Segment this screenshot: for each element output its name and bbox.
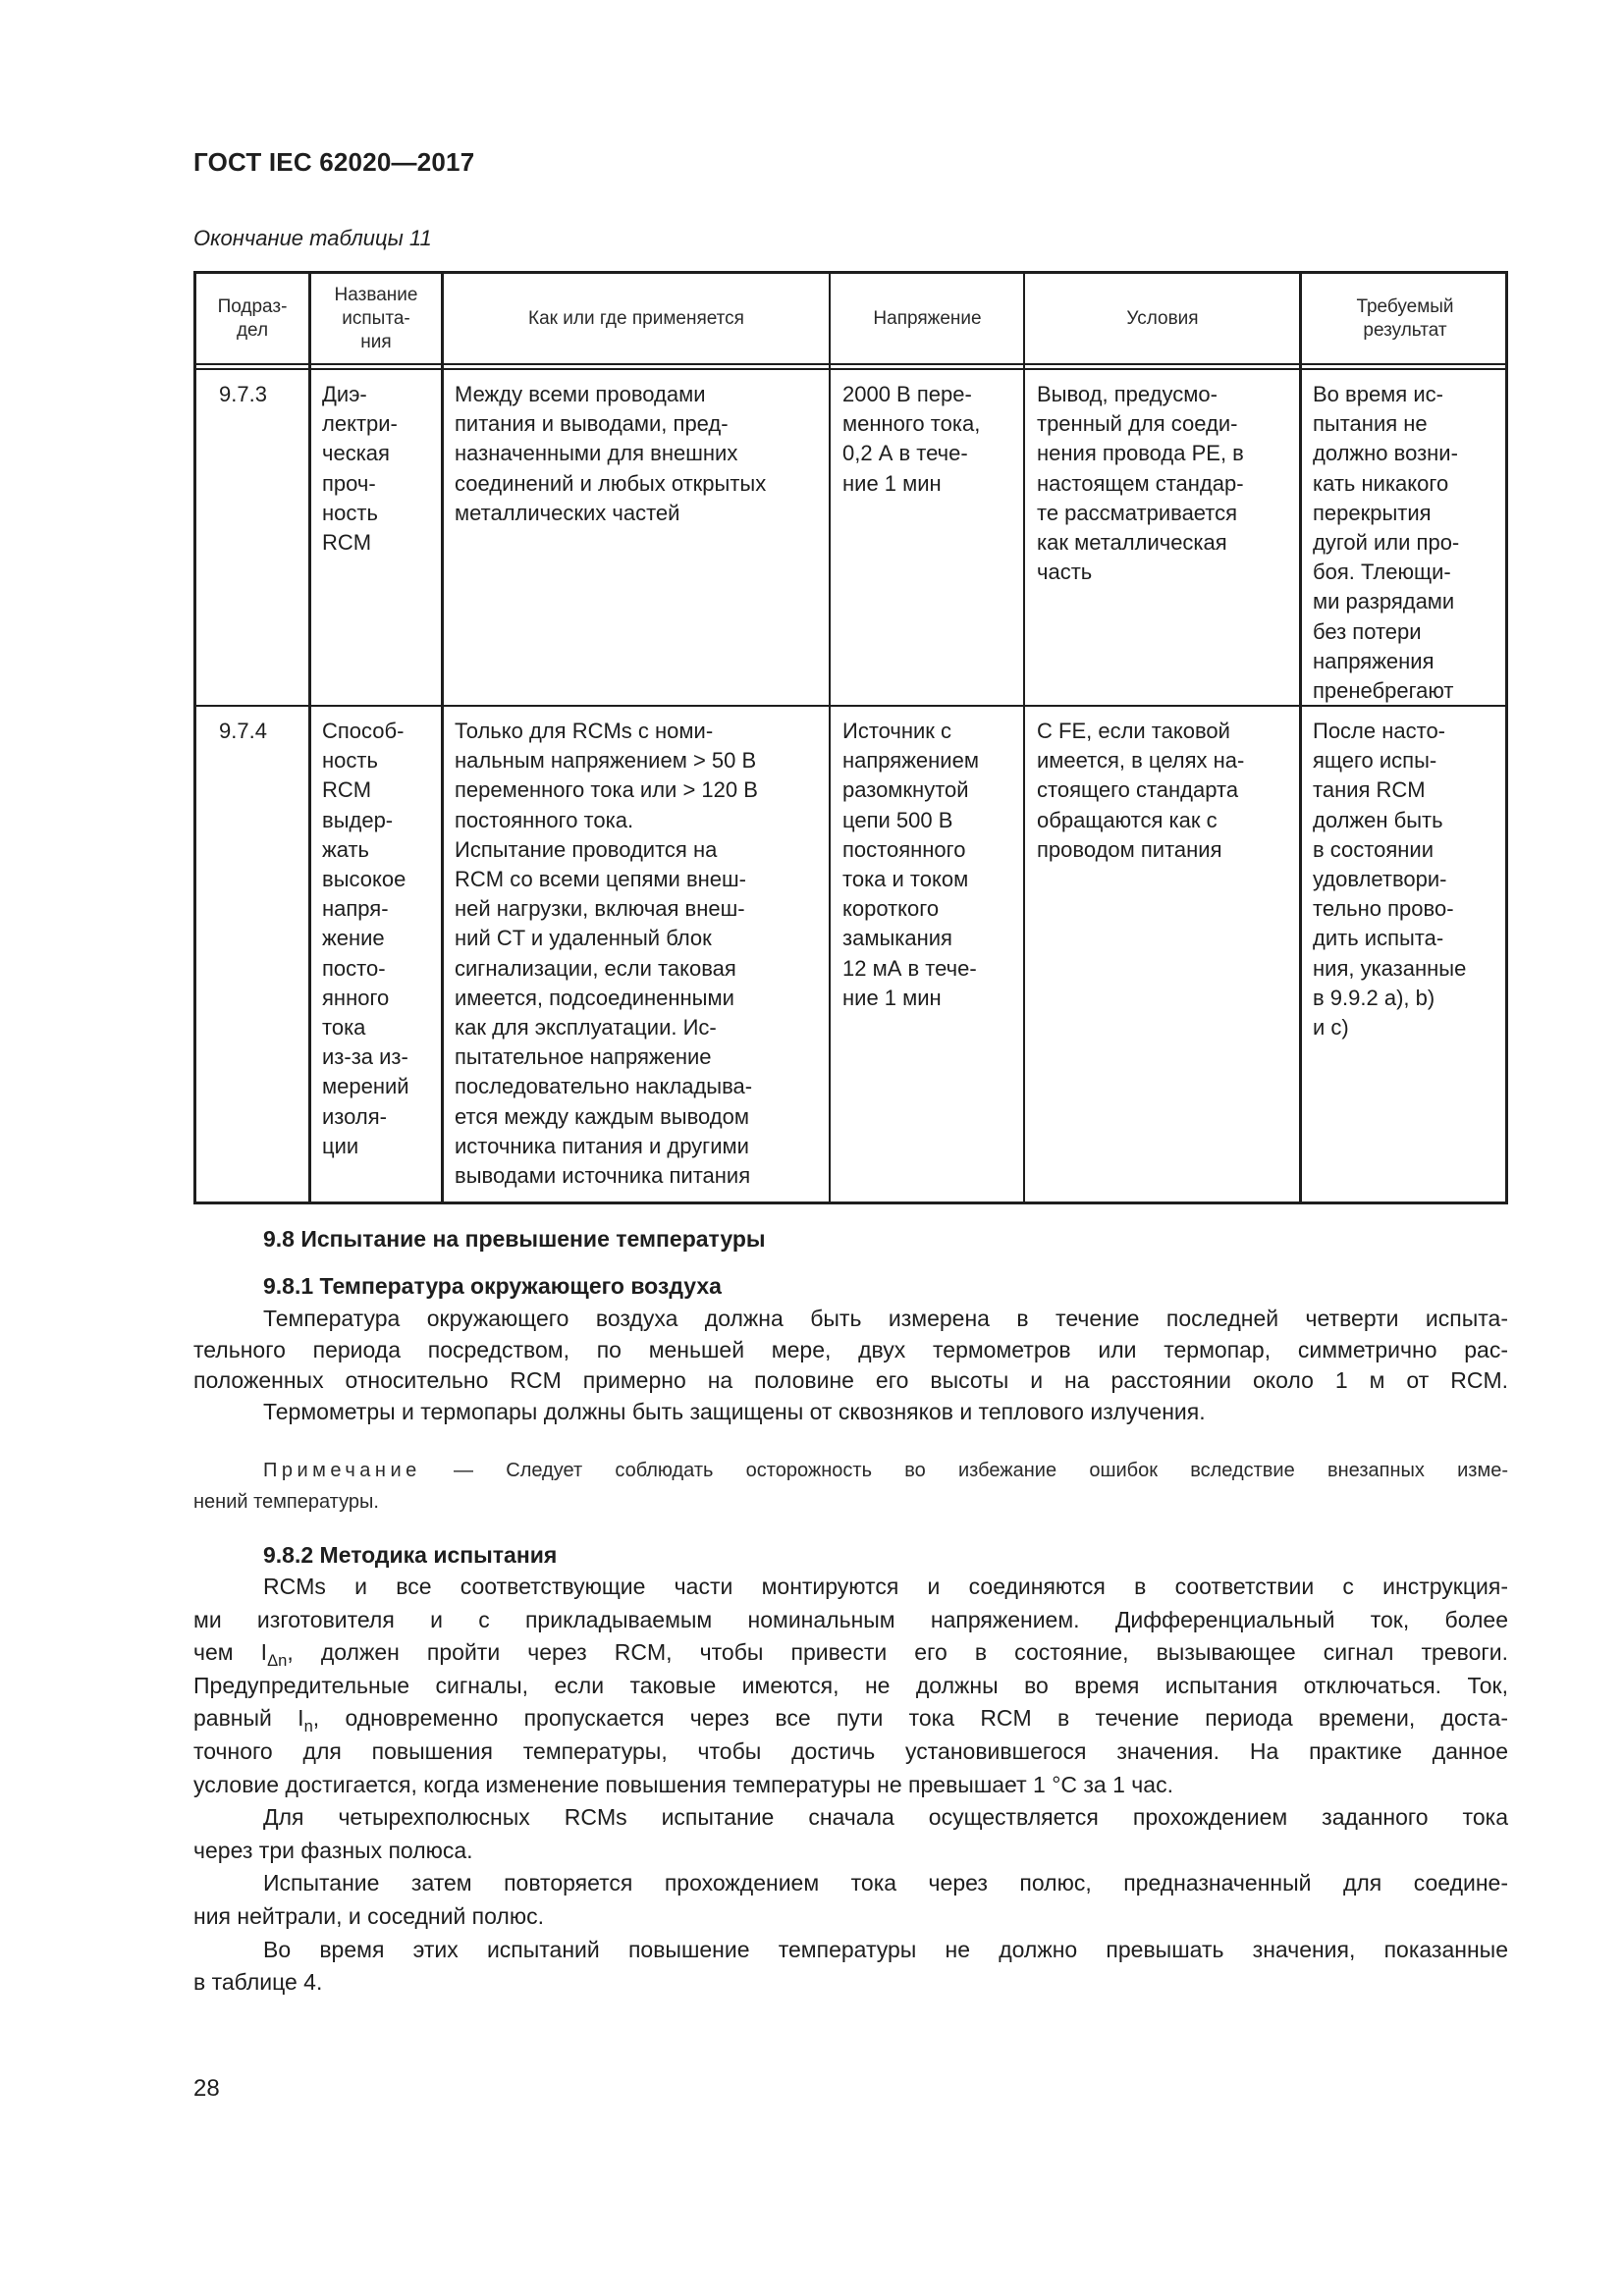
paragraph-line [193,1607,1508,1633]
table-cell-line: и с) [1313,1015,1349,1041]
table-cell-line: ящего испы- [1313,748,1437,774]
table-cell-line: выдер- [322,807,394,832]
text-run: чем I [193,1639,268,1666]
table-cell-line: Способ- [322,719,405,743]
table-header-text [528,307,744,331]
table-cell-line: Диэ- [322,382,367,406]
table-header-rule [193,363,1508,365]
section-heading-9-8-1: 9.8.1 Температура окружающего воздуха [263,1273,722,1299]
text-run: ния нейтрали, и соседний полюс. [193,1903,544,1929]
table-header-text [335,284,418,354]
paragraph-line [193,1673,1508,1699]
note-line [193,1460,1508,1482]
table-cell-line: 9.7.4 [219,719,267,743]
table-cell-line: Источник с [842,719,952,743]
table-cell-line: источника питания и другими [455,1133,749,1158]
table-cell-line: RCM [322,777,372,803]
table-header-voltage [832,274,1023,363]
table-cell-line: янного [322,985,390,1010]
table-cell-line: должно возни- [1313,441,1458,466]
table-border-right [1505,271,1508,1204]
table-cell-line: ность [322,500,378,525]
table-cell-line: переменного тока или > 120 В [455,777,758,803]
table-cell-line: металлических частей [455,500,680,525]
table-col-divider [1023,271,1025,1204]
paragraph-line [193,1337,1508,1363]
table-cell-voltage [842,717,979,1013]
table-header-line: Как или где применяется [528,307,744,329]
table-header-line: Условия [1126,307,1199,329]
table-cell-line: тренный для соеди- [1037,411,1238,437]
text-run: через три фазных полюса. [193,1837,473,1863]
table-cell-line: тельно прово- [1313,896,1454,922]
table-cell-line: Испытание проводится на [455,836,718,862]
document-title: ГОСТ IEC 62020—2017 [193,147,475,177]
table-cell-line: назначенными для внешних [455,441,738,466]
subscript: Δn [267,1650,288,1670]
table-header-line: результат [1363,319,1447,341]
text-run: тельного периода посредством, по меньшей мере, двух термометров или термопар, симметрично рас- [193,1336,1508,1362]
table-header-subsection [196,274,308,363]
text-run: , одновременно пропускается через все пути тока RCM в течение периода времени, доста- [312,1705,1508,1732]
text-run: Во время этих испытаний повышение температуры не должно превышать значения, показанные [263,1936,1508,1962]
table-cell-line: цепи 500 В [842,807,953,832]
table-cell-line: сигнализации, если таковая [455,955,736,981]
table-header-text [1356,295,1453,343]
table-header-line: Напряжение [873,307,982,329]
table-header-line: Подраз- [217,295,288,317]
section-heading-9-8: 9.8 Испытание на превышение температуры [263,1226,766,1252]
table-cell-line: часть [1037,560,1093,585]
table-cell-line: последовательно накладыва- [455,1074,753,1099]
table-header-required-result [1302,274,1508,363]
table-cell-line: имеется, в целях на- [1037,748,1245,774]
table-cell-line: ность [322,748,378,774]
table-cell-line: посто- [322,955,386,981]
text-run: ми изготовителя и с прикладываемым номинальным напряжением. Дифференциальный ток, более [193,1606,1508,1632]
table-cell-line: те рассматривается [1037,500,1238,525]
table-col-divider [308,271,311,1204]
table-cell-line: жать [322,836,370,862]
table-cell-line: из-за из- [322,1044,408,1070]
paragraph-line [193,1804,1508,1831]
table-cell-voltage [842,380,980,499]
table-col-divider [829,271,831,1204]
paragraph-line [193,1399,1508,1425]
note-dash: — [420,1460,507,1481]
table-header-line: Название [334,284,418,305]
table-cell-line: жение [322,926,385,951]
table-cell-line: нальным напряжением > 50 В [455,748,757,774]
table-cell-line: как металлическая [1037,530,1227,556]
text-run: RCMs и все соответствующие части монтируются и соединяются в соответствии с инструкция- [263,1574,1508,1599]
paragraph-line [193,1367,1508,1394]
table-cell-line: разомкнутой [842,777,969,803]
table-cell-line: менного тока, [842,411,981,437]
table-cell-line: ний CT и удаленный блок [455,926,712,951]
table-cell-line: проч- [322,470,376,496]
paragraph-line [193,1838,1508,1864]
table-header-text [1126,307,1198,331]
table-cell-line: ние 1 мин [842,985,942,1010]
text-run: равный I [193,1705,304,1732]
page-number: 28 [193,2075,220,2102]
text-run: точного для повышения температуры, чтобы достичь установившегося значения. На практике данное [193,1738,1508,1764]
paragraph-line [193,1574,1508,1600]
table-cell-line: пытания не [1313,411,1428,437]
table-header-text [218,295,288,343]
text-run: Предупредительные сигналы, если таковые имеются, не должны во время испытания отключаться. Ток, [193,1672,1508,1698]
table-cell-line: в 9.9.2 а), b) [1313,985,1435,1010]
table-cell-test-name [322,380,398,558]
table-cell-application [455,380,766,528]
table-cell-line: выводами источника питания [455,1163,751,1189]
table-cell-line: пренебрегают [1313,678,1454,704]
text-run: положенных относительно RCM примерно на половине его высоты и на расстоянии около 1 м от RCM. [193,1367,1508,1393]
table-cell-line: ции [322,1133,359,1158]
note-line-continuation: нений температуры. [193,1491,379,1513]
paragraph-line [193,1306,1508,1332]
text-run: Для четырехполюсных RCMs испытание сначала осуществляется прохождением заданного тока [263,1804,1508,1831]
table-cell-subsection [219,380,267,409]
table-cell-line: питания и выводами, пред- [455,411,729,437]
table-border-left [193,271,196,1204]
text-run: Температура окружающего воздуха должна быть измерена в течение последней четверти испыта- [263,1306,1508,1331]
table-col-divider [441,271,444,1204]
table-cell-line: ется между каждым выводом [455,1103,749,1129]
table-cell-line: Вывод, предусмо- [1037,382,1218,406]
table-header-line: испыта- [342,307,410,329]
table-cell-line: напряжением [842,748,979,774]
table-cell-line: 2000 В пере- [842,382,972,406]
table-cell-line: ней нагрузки, включая внеш- [455,896,745,922]
table-cell-line: RCM [322,530,372,556]
table-row-divider [193,705,1508,707]
table-cell-line: настоящем стандар- [1037,470,1244,496]
table-cell-line: нения провода PE, в [1037,441,1244,466]
table-col-divider [1299,271,1302,1204]
table-cell-line: лектри- [322,411,398,437]
section-heading-9-8-2: 9.8.2 Методика испытания [263,1542,558,1568]
table-cell-line: ния, указанные [1313,955,1467,981]
text-run: Испытание затем повторяется прохождением тока через полюс, предназначенный для соедине- [263,1870,1508,1896]
note-text: Следует соблюдать осторожность во избежание ошибок вследствие внезапных изме- [506,1460,1508,1481]
table-cell-line: RCM со всеми цепями внеш- [455,867,746,892]
table-cell-line: тания RCM [1313,777,1426,803]
text-run: условие достигается, когда изменение повышения температуры не превышает 1 °С за 1 час. [193,1771,1173,1797]
table-cell-line: стоящего стандарта [1037,777,1239,803]
table-cell-line: постоянного тока. [455,807,634,832]
paragraph-line [193,1870,1508,1896]
table-cell-line: имеется, подсоединенными [455,985,734,1010]
paragraph-line [193,1772,1508,1798]
table-header-application [444,274,829,363]
paragraph-line [193,1903,1508,1930]
table-cell-line: изоля- [322,1103,387,1129]
table-cell-line: соединений и любых открытых [455,470,767,496]
table-cell-line: короткого [842,896,940,922]
table-cell-line: Только для RCMs с номи- [455,719,714,743]
table-cell-line: тока и током [842,867,969,892]
table-cell-line: пытательное напряжение [455,1044,712,1070]
table-header-test-name [311,274,441,363]
table-header-line: ния [360,331,392,352]
table-cell-line: удовлетвори- [1313,867,1447,892]
table-cell-line: 9.7.3 [219,382,267,406]
table-cell-required-result [1313,380,1459,706]
text-run: Термометры и термопары должны быть защищены от сквозняков и теплового излучения. [263,1398,1206,1424]
table-header-rule-double [193,368,1508,370]
table-cell-line: С FE, если таковой [1037,719,1230,743]
table-header-line: Требуемый [1356,295,1454,317]
text-run: , должен пройти через RCM, чтобы привести его в состояние, вызывающее сигнал тревоги. [287,1639,1508,1666]
table-cell-line: проводом питания [1037,836,1222,862]
table-cell-line: Во время ис- [1313,382,1443,406]
table-cell-conditions [1037,380,1244,587]
paragraph-line [193,1969,1508,1996]
table-cell-line: ческая [322,441,390,466]
table-11 [193,271,1508,1204]
table-cell-line: обращаются как с [1037,807,1218,832]
table-cell-line: мерений [322,1074,409,1099]
paragraph-line [193,1639,1508,1670]
table-cell-test-name [322,717,409,1161]
paragraph-line [193,1937,1508,1963]
note-label: Примечание [263,1460,421,1481]
table-cell-line: тока [322,1015,366,1041]
text-run: в таблице 4. [193,1969,323,1996]
table-header-text [873,307,981,331]
table-cell-line: дугой или про- [1313,530,1460,556]
table-cell-line: 12 мА в тече- [842,955,977,981]
table-cell-line: замыкания [842,926,952,951]
table-cell-line: перекрытия [1313,500,1432,525]
table-cell-line: напря- [322,896,389,922]
paragraph-line [193,1705,1508,1736]
table-cell-line: постоянного [842,836,966,862]
table-cell-application [455,717,758,1191]
table-cell-line: дить испыта- [1313,926,1444,951]
table-cell-line: боя. Тлеющи- [1313,560,1451,585]
subscript: n [303,1717,313,1736]
table-cell-line: После насто- [1313,719,1446,743]
table-cell-line: напряжения [1313,648,1435,673]
table-cell-line: кать никакого [1313,470,1449,496]
table-border-bottom [193,1201,1508,1204]
table-cell-line: в состоянии [1313,836,1434,862]
table-cell-line: 0,2 А в тече- [842,441,968,466]
table-cell-line: Между всеми проводами [455,382,706,406]
table-cell-line: как для эксплуатации. Ис- [455,1015,717,1041]
table-cell-subsection [219,717,267,746]
table-cell-conditions [1037,717,1244,865]
table-cell-line: ние 1 мин [842,470,942,496]
table-caption: Окончание таблицы 11 [193,226,432,250]
table-header-line: дел [236,319,269,341]
table-cell-line: без потери [1313,618,1422,644]
table-cell-line: ми разрядами [1313,589,1455,614]
paragraph-line [193,1738,1508,1765]
table-header-conditions [1026,274,1299,363]
table-cell-line: должен быть [1313,807,1443,832]
table-cell-line: высокое [322,867,406,892]
table-cell-required-result [1313,717,1466,1042]
